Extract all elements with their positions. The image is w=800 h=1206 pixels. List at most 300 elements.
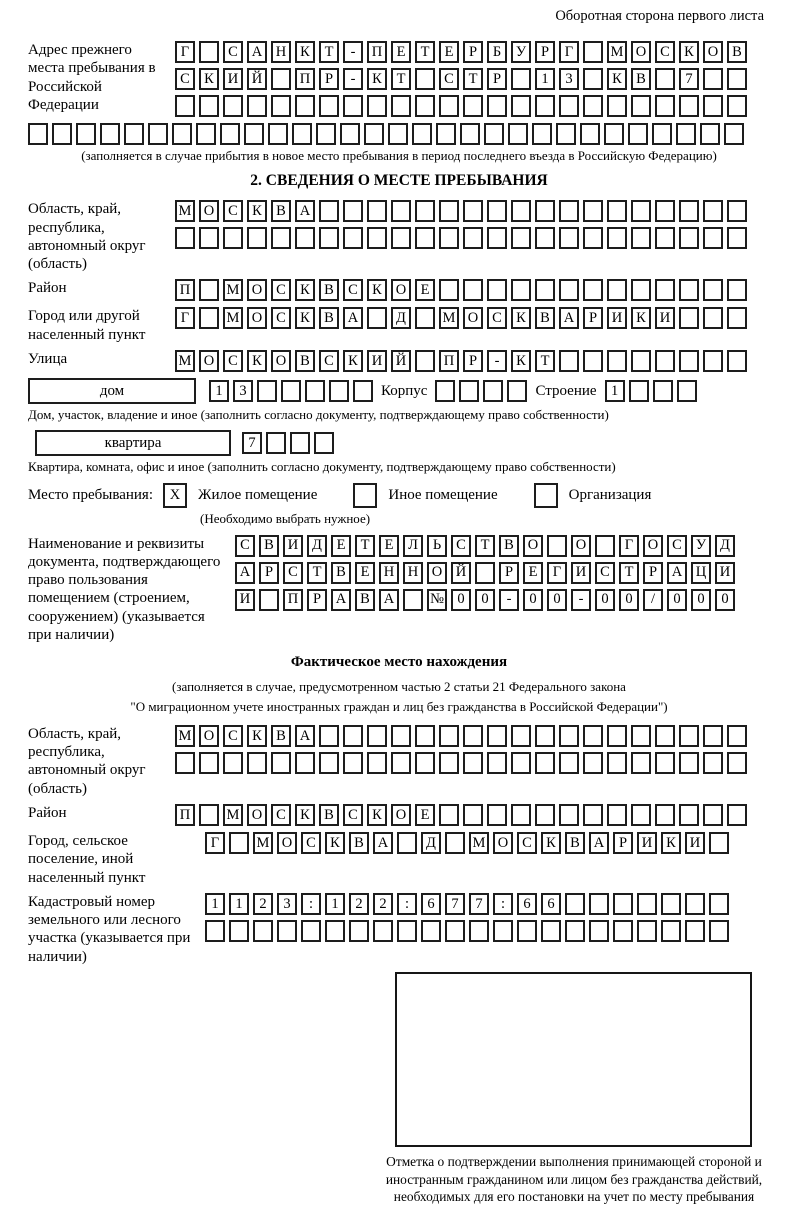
char-box[interactable] <box>367 95 387 117</box>
char-box[interactable] <box>415 350 435 372</box>
char-box[interactable] <box>76 123 96 145</box>
char-box[interactable] <box>349 920 369 942</box>
char-box[interactable] <box>391 752 411 774</box>
char-box[interactable]: К <box>367 68 387 90</box>
char-box[interactable]: К <box>247 350 267 372</box>
char-box[interactable] <box>583 41 603 63</box>
char-box[interactable] <box>679 279 699 301</box>
char-box[interactable] <box>631 200 651 222</box>
char-box[interactable] <box>511 804 531 826</box>
char-box[interactable] <box>517 920 537 942</box>
char-box[interactable] <box>199 95 219 117</box>
char-box[interactable]: В <box>319 279 339 301</box>
char-box[interactable]: С <box>301 832 321 854</box>
char-box[interactable] <box>353 380 373 402</box>
char-box[interactable]: Т <box>355 535 375 557</box>
char-box[interactable] <box>172 123 192 145</box>
char-box[interactable]: С <box>595 562 615 584</box>
apartment-type-cell[interactable]: квартира <box>35 430 231 456</box>
char-box[interactable]: О <box>643 535 663 557</box>
char-box[interactable]: Д <box>715 535 735 557</box>
char-box[interactable]: В <box>349 832 369 854</box>
char-box[interactable] <box>559 804 579 826</box>
char-box[interactable]: Р <box>535 41 555 63</box>
char-box[interactable] <box>367 725 387 747</box>
char-box[interactable] <box>727 95 747 117</box>
char-box[interactable]: Н <box>271 41 291 63</box>
char-box[interactable]: О <box>199 350 219 372</box>
char-box[interactable]: С <box>451 535 471 557</box>
char-box[interactable] <box>487 200 507 222</box>
char-box[interactable] <box>415 752 435 774</box>
char-box[interactable] <box>439 227 459 249</box>
char-box[interactable]: Е <box>415 279 435 301</box>
char-box[interactable] <box>353 483 377 508</box>
char-box[interactable]: А <box>559 307 579 329</box>
char-box[interactable]: К <box>679 41 699 63</box>
char-box[interactable] <box>589 920 609 942</box>
char-box[interactable] <box>277 920 297 942</box>
char-box[interactable]: Т <box>535 350 555 372</box>
char-box[interactable]: : <box>493 893 513 915</box>
char-box[interactable] <box>199 752 219 774</box>
char-box[interactable]: С <box>235 535 255 557</box>
char-box[interactable] <box>703 307 723 329</box>
char-box[interactable] <box>124 123 144 145</box>
char-box[interactable] <box>700 123 720 145</box>
char-box[interactable] <box>340 123 360 145</box>
char-box[interactable]: 1 <box>205 893 225 915</box>
char-box[interactable]: Д <box>391 307 411 329</box>
char-box[interactable]: Д <box>421 832 441 854</box>
char-box[interactable] <box>295 227 315 249</box>
char-box[interactable]: Г <box>547 562 567 584</box>
char-box[interactable] <box>613 920 633 942</box>
char-box[interactable] <box>727 68 747 90</box>
char-box[interactable] <box>292 123 312 145</box>
char-box[interactable] <box>314 432 334 454</box>
char-box[interactable]: Е <box>331 535 351 557</box>
char-box[interactable]: С <box>439 68 459 90</box>
char-box[interactable]: 1 <box>209 380 229 402</box>
char-box[interactable] <box>463 200 483 222</box>
char-box[interactable] <box>583 95 603 117</box>
char-box[interactable]: 7 <box>679 68 699 90</box>
char-box[interactable] <box>52 123 72 145</box>
char-box[interactable]: П <box>175 804 195 826</box>
char-box[interactable]: Г <box>205 832 225 854</box>
char-box[interactable] <box>391 227 411 249</box>
char-box[interactable]: К <box>511 307 531 329</box>
char-box[interactable] <box>679 200 699 222</box>
char-box[interactable]: О <box>199 200 219 222</box>
char-box[interactable] <box>487 725 507 747</box>
char-box[interactable]: О <box>271 350 291 372</box>
char-box[interactable]: О <box>199 725 219 747</box>
char-box[interactable] <box>463 95 483 117</box>
char-box[interactable] <box>709 832 729 854</box>
char-box[interactable]: О <box>247 804 267 826</box>
char-box[interactable]: К <box>607 68 627 90</box>
char-box[interactable] <box>257 380 277 402</box>
char-box[interactable] <box>199 307 219 329</box>
char-box[interactable] <box>439 279 459 301</box>
char-box[interactable] <box>319 200 339 222</box>
char-box[interactable]: Р <box>259 562 279 584</box>
char-box[interactable]: Т <box>475 535 495 557</box>
char-box[interactable]: 1 <box>605 380 625 402</box>
char-box[interactable]: О <box>391 279 411 301</box>
char-box[interactable]: 3 <box>277 893 297 915</box>
char-box[interactable] <box>199 804 219 826</box>
char-box[interactable] <box>703 227 723 249</box>
char-box[interactable] <box>703 279 723 301</box>
char-box[interactable]: Б <box>487 41 507 63</box>
char-box[interactable] <box>268 123 288 145</box>
char-box[interactable]: 7 <box>469 893 489 915</box>
char-box[interactable] <box>507 380 527 402</box>
char-box[interactable]: 0 <box>691 589 711 611</box>
char-box[interactable] <box>655 752 675 774</box>
char-box[interactable] <box>535 279 555 301</box>
char-box[interactable]: П <box>295 68 315 90</box>
char-box[interactable] <box>223 227 243 249</box>
char-box[interactable] <box>459 380 479 402</box>
char-box[interactable] <box>583 725 603 747</box>
char-box[interactable]: О <box>571 535 591 557</box>
char-box[interactable] <box>487 804 507 826</box>
char-box[interactable] <box>703 200 723 222</box>
char-box[interactable]: 1 <box>229 893 249 915</box>
char-box[interactable]: К <box>247 200 267 222</box>
char-box[interactable] <box>487 227 507 249</box>
char-box[interactable]: С <box>271 804 291 826</box>
char-box[interactable]: 2 <box>253 893 273 915</box>
char-box[interactable]: Т <box>307 562 327 584</box>
char-box[interactable]: О <box>247 307 267 329</box>
house-type-cell[interactable]: дом <box>28 378 196 404</box>
char-box[interactable] <box>463 725 483 747</box>
char-box[interactable] <box>397 832 417 854</box>
char-box[interactable]: Й <box>247 68 267 90</box>
char-box[interactable] <box>559 725 579 747</box>
char-box[interactable]: И <box>685 832 705 854</box>
char-box[interactable]: К <box>247 725 267 747</box>
char-box[interactable] <box>703 804 723 826</box>
char-box[interactable] <box>679 350 699 372</box>
char-box[interactable] <box>727 227 747 249</box>
char-box[interactable] <box>415 200 435 222</box>
char-box[interactable] <box>607 725 627 747</box>
char-box[interactable] <box>703 350 723 372</box>
char-box[interactable] <box>439 95 459 117</box>
char-box[interactable] <box>559 279 579 301</box>
char-box[interactable] <box>709 893 729 915</box>
char-box[interactable]: А <box>373 832 393 854</box>
char-box[interactable] <box>631 725 651 747</box>
char-box[interactable]: М <box>253 832 273 854</box>
char-box[interactable]: 6 <box>421 893 441 915</box>
char-box[interactable]: К <box>295 41 315 63</box>
char-box[interactable] <box>583 279 603 301</box>
char-box[interactable] <box>493 920 513 942</box>
char-box[interactable] <box>175 227 195 249</box>
char-box[interactable] <box>655 279 675 301</box>
char-box[interactable] <box>487 279 507 301</box>
char-box[interactable] <box>589 893 609 915</box>
char-box[interactable]: О <box>523 535 543 557</box>
char-box[interactable] <box>676 123 696 145</box>
char-box[interactable]: 2 <box>373 893 393 915</box>
char-box[interactable]: 2 <box>349 893 369 915</box>
char-box[interactable]: К <box>325 832 345 854</box>
char-box[interactable] <box>703 752 723 774</box>
char-box[interactable]: С <box>175 68 195 90</box>
char-box[interactable]: Т <box>415 41 435 63</box>
char-box[interactable]: К <box>295 279 315 301</box>
char-box[interactable] <box>595 535 615 557</box>
char-box[interactable] <box>391 95 411 117</box>
char-box[interactable] <box>463 279 483 301</box>
char-box[interactable] <box>511 279 531 301</box>
char-box[interactable] <box>388 123 408 145</box>
char-box[interactable]: О <box>631 41 651 63</box>
char-box[interactable]: 0 <box>523 589 543 611</box>
char-box[interactable]: С <box>223 41 243 63</box>
char-box[interactable] <box>271 752 291 774</box>
char-box[interactable] <box>607 95 627 117</box>
char-box[interactable] <box>403 589 423 611</box>
char-box[interactable] <box>631 95 651 117</box>
char-box[interactable]: В <box>499 535 519 557</box>
char-box[interactable] <box>319 752 339 774</box>
char-box[interactable]: К <box>199 68 219 90</box>
char-box[interactable] <box>436 123 456 145</box>
char-box[interactable] <box>364 123 384 145</box>
char-box[interactable] <box>271 227 291 249</box>
char-box[interactable] <box>607 752 627 774</box>
char-box[interactable]: И <box>655 307 675 329</box>
char-box[interactable]: Ь <box>427 535 447 557</box>
char-box[interactable]: Т <box>391 68 411 90</box>
char-box[interactable]: Й <box>451 562 471 584</box>
char-box[interactable] <box>727 200 747 222</box>
char-box[interactable]: М <box>223 804 243 826</box>
char-box[interactable] <box>511 725 531 747</box>
char-box[interactable]: Е <box>379 535 399 557</box>
char-box[interactable] <box>631 804 651 826</box>
char-box[interactable] <box>463 804 483 826</box>
char-box[interactable]: С <box>319 350 339 372</box>
char-box[interactable] <box>685 920 705 942</box>
char-box[interactable]: В <box>271 725 291 747</box>
char-box[interactable]: М <box>175 350 195 372</box>
char-box[interactable] <box>259 589 279 611</box>
char-box[interactable]: К <box>367 804 387 826</box>
char-box[interactable]: С <box>271 307 291 329</box>
char-box[interactable]: Г <box>175 307 195 329</box>
char-box[interactable]: В <box>631 68 651 90</box>
char-box[interactable]: П <box>175 279 195 301</box>
char-box[interactable]: А <box>295 725 315 747</box>
char-box[interactable]: А <box>247 41 267 63</box>
char-box[interactable] <box>367 200 387 222</box>
char-box[interactable] <box>677 380 697 402</box>
char-box[interactable] <box>679 725 699 747</box>
char-box[interactable] <box>607 350 627 372</box>
char-box[interactable] <box>559 752 579 774</box>
char-box[interactable] <box>367 307 387 329</box>
char-box[interactable]: 7 <box>242 432 262 454</box>
char-box[interactable] <box>439 804 459 826</box>
char-box[interactable] <box>631 752 651 774</box>
char-box[interactable]: Т <box>463 68 483 90</box>
char-box[interactable]: Р <box>319 68 339 90</box>
char-box[interactable] <box>727 752 747 774</box>
char-box[interactable] <box>290 432 310 454</box>
char-box[interactable]: 7 <box>445 893 465 915</box>
char-box[interactable] <box>199 279 219 301</box>
char-box[interactable]: Т <box>319 41 339 63</box>
char-box[interactable]: : <box>397 893 417 915</box>
char-box[interactable] <box>319 227 339 249</box>
char-box[interactable] <box>415 725 435 747</box>
char-box[interactable]: А <box>667 562 687 584</box>
char-box[interactable] <box>391 200 411 222</box>
char-box[interactable]: 0 <box>715 589 735 611</box>
char-box[interactable]: М <box>607 41 627 63</box>
char-box[interactable]: В <box>727 41 747 63</box>
char-box[interactable] <box>655 804 675 826</box>
char-box[interactable] <box>445 832 465 854</box>
char-box[interactable] <box>445 920 465 942</box>
char-box[interactable]: О <box>247 279 267 301</box>
char-box[interactable] <box>223 752 243 774</box>
char-box[interactable] <box>316 123 336 145</box>
char-box[interactable] <box>559 227 579 249</box>
char-box[interactable] <box>559 95 579 117</box>
char-box[interactable]: Р <box>463 41 483 63</box>
char-box[interactable] <box>199 41 219 63</box>
char-box[interactable] <box>631 350 651 372</box>
char-box[interactable]: 1 <box>535 68 555 90</box>
char-box[interactable] <box>247 95 267 117</box>
char-box[interactable]: 0 <box>619 589 639 611</box>
char-box[interactable]: И <box>571 562 591 584</box>
char-box[interactable]: Г <box>619 535 639 557</box>
char-box[interactable] <box>655 95 675 117</box>
char-box[interactable] <box>703 95 723 117</box>
char-box[interactable] <box>483 380 503 402</box>
char-box[interactable] <box>727 350 747 372</box>
char-box[interactable] <box>637 920 657 942</box>
char-box[interactable] <box>604 123 624 145</box>
char-box[interactable]: Е <box>415 804 435 826</box>
char-box[interactable]: Р <box>499 562 519 584</box>
char-box[interactable]: Р <box>643 562 663 584</box>
char-box[interactable] <box>685 893 705 915</box>
char-box[interactable] <box>223 95 243 117</box>
char-box[interactable] <box>535 200 555 222</box>
char-box[interactable]: - <box>571 589 591 611</box>
char-box[interactable]: К <box>343 350 363 372</box>
char-box[interactable] <box>325 920 345 942</box>
char-box[interactable] <box>541 920 561 942</box>
char-box[interactable] <box>319 95 339 117</box>
char-box[interactable] <box>727 725 747 747</box>
char-box[interactable]: В <box>565 832 585 854</box>
char-box[interactable]: С <box>655 41 675 63</box>
char-box[interactable]: С <box>487 307 507 329</box>
char-box[interactable] <box>559 350 579 372</box>
char-box[interactable]: И <box>367 350 387 372</box>
char-box[interactable] <box>655 68 675 90</box>
char-box[interactable]: В <box>331 562 351 584</box>
char-box[interactable]: С <box>283 562 303 584</box>
char-box[interactable] <box>607 200 627 222</box>
char-box[interactable] <box>727 307 747 329</box>
char-box[interactable] <box>343 95 363 117</box>
char-box[interactable] <box>583 68 603 90</box>
char-box[interactable] <box>329 380 349 402</box>
char-box[interactable] <box>709 920 729 942</box>
char-box[interactable] <box>244 123 264 145</box>
char-box[interactable] <box>397 920 417 942</box>
char-box[interactable] <box>532 123 552 145</box>
char-box[interactable] <box>343 227 363 249</box>
char-box[interactable] <box>266 432 286 454</box>
char-box[interactable]: С <box>223 725 243 747</box>
char-box[interactable] <box>28 123 48 145</box>
char-box[interactable] <box>196 123 216 145</box>
char-box[interactable] <box>271 68 291 90</box>
char-box[interactable] <box>343 200 363 222</box>
char-box[interactable] <box>583 752 603 774</box>
char-box[interactable] <box>679 95 699 117</box>
char-box[interactable]: X <box>163 483 187 508</box>
char-box[interactable]: П <box>439 350 459 372</box>
char-box[interactable] <box>247 227 267 249</box>
char-box[interactable]: Р <box>307 589 327 611</box>
char-box[interactable] <box>319 725 339 747</box>
char-box[interactable]: М <box>175 725 195 747</box>
char-box[interactable]: Г <box>175 41 195 63</box>
char-box[interactable]: / <box>643 589 663 611</box>
char-box[interactable] <box>100 123 120 145</box>
char-box[interactable] <box>435 380 455 402</box>
char-box[interactable] <box>343 752 363 774</box>
char-box[interactable]: В <box>319 804 339 826</box>
char-box[interactable]: Г <box>559 41 579 63</box>
char-box[interactable]: М <box>175 200 195 222</box>
char-box[interactable] <box>421 920 441 942</box>
char-box[interactable] <box>439 752 459 774</box>
char-box[interactable]: 3 <box>233 380 253 402</box>
char-box[interactable]: 0 <box>547 589 567 611</box>
char-box[interactable] <box>535 752 555 774</box>
char-box[interactable]: П <box>367 41 387 63</box>
char-box[interactable] <box>565 893 585 915</box>
char-box[interactable]: С <box>667 535 687 557</box>
char-box[interactable]: С <box>223 350 243 372</box>
char-box[interactable]: Л <box>403 535 423 557</box>
char-box[interactable]: А <box>235 562 255 584</box>
char-box[interactable] <box>556 123 576 145</box>
char-box[interactable] <box>631 227 651 249</box>
char-box[interactable] <box>655 350 675 372</box>
char-box[interactable] <box>583 350 603 372</box>
char-box[interactable]: А <box>589 832 609 854</box>
